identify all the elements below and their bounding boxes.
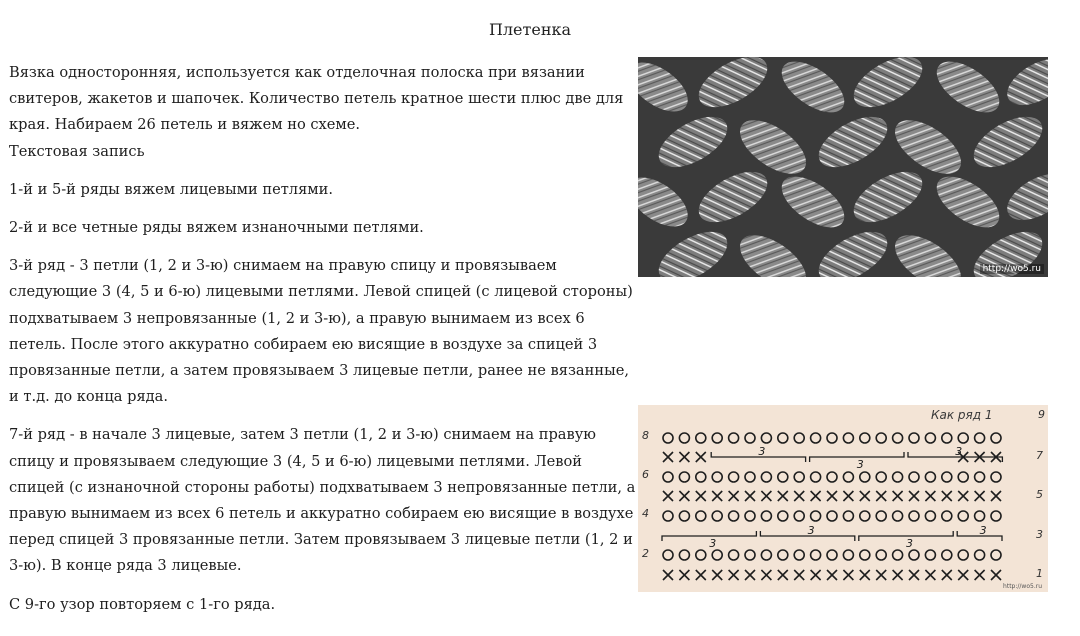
knit-stitch-symbol xyxy=(991,570,1001,580)
purl-stitch-symbol xyxy=(876,472,886,482)
purl-stitch-symbol xyxy=(958,472,968,482)
purl-stitch-symbol xyxy=(761,550,771,560)
knit-stitch-symbol xyxy=(827,491,837,501)
knit-stitch-symbol xyxy=(745,570,755,580)
scheme-caption: Как ряд 1 xyxy=(931,408,993,422)
purl-stitch-symbol xyxy=(696,511,706,521)
purl-stitch-symbol xyxy=(843,472,853,482)
knit-stitch-symbol xyxy=(811,570,821,580)
knit-stitch-symbol xyxy=(893,570,903,580)
purl-stitch-symbol xyxy=(942,550,952,560)
purl-stitch-symbol xyxy=(876,433,886,443)
purl-stitch-symbol xyxy=(942,433,952,443)
knit-stitch-symbol xyxy=(925,570,935,580)
purl-stitch-symbol xyxy=(679,472,689,482)
purl-stitch-symbol xyxy=(925,550,935,560)
knit-stitch-symbol xyxy=(843,570,853,580)
purl-stitch-symbol xyxy=(958,511,968,521)
knit-stitch-symbol xyxy=(811,491,821,501)
knit-stitch-symbol xyxy=(958,491,968,501)
purl-stitch-symbol xyxy=(811,472,821,482)
purl-stitch-symbol xyxy=(827,511,837,521)
knit-stitch-symbol xyxy=(794,491,804,501)
text-record-heading: Текстовая запись xyxy=(9,142,145,160)
purl-stitch-symbol xyxy=(843,511,853,521)
row-label-4: 4 xyxy=(642,507,649,520)
row-label-3: 3 xyxy=(1036,528,1043,541)
purl-stitch-symbol xyxy=(893,472,903,482)
cable-count-label: 3 xyxy=(856,458,864,471)
knit-stitch-symbol xyxy=(942,491,952,501)
scheme-watermark: http://wo5.ru xyxy=(1003,583,1042,590)
knit-stitch-symbol xyxy=(745,491,755,501)
purl-stitch-symbol xyxy=(942,511,952,521)
cable-count-label: 3 xyxy=(955,445,963,458)
purl-stitch-symbol xyxy=(794,511,804,521)
knit-stitch-symbol xyxy=(778,491,788,501)
knit-stitch-symbol xyxy=(712,570,722,580)
purl-stitch-symbol xyxy=(696,433,706,443)
knit-stitch-symbol xyxy=(761,570,771,580)
purl-stitch-symbol xyxy=(729,550,739,560)
purl-stitch-symbol xyxy=(860,550,870,560)
purl-stitch-symbol xyxy=(778,511,788,521)
article-text xyxy=(9,60,637,630)
knit-stitch-symbol xyxy=(909,491,919,501)
knit-stitch-symbol xyxy=(696,570,706,580)
row-7-paragraph: 7-й ряд - в начале 3 лицевые, затем 3 петли (1, 2 и 3-ю) снимаем на правую спицу и провязываем следующие 3 (4, 5 и 6-ю) лицевыми петлями. Левой спицей (с изнаночной стороны работы) подхватываем 3 непровязанные петли, а правую вынимаем из всех 6 петель и аккуратно собираем ею висящие в воздухе перед спицей 3 провязанные петли. Затем провязываем 3 лицевые петли (1, 2 и 3-ю). В конце ряда 3 лицевые. xyxy=(9,426,636,575)
purl-stitch-symbol xyxy=(991,472,1001,482)
knit-stitch-symbol xyxy=(958,570,968,580)
purl-stitch-symbol xyxy=(958,433,968,443)
intro-paragraph: Вязка односторонняя, используется как отделочная полоска при вязании свитеров, жакетов и шапочек. Количество петель кратное шести плюс две для края. Набираем 26 петель и вяжем но схеме. xyxy=(9,64,624,134)
purl-stitch-symbol xyxy=(729,511,739,521)
purl-stitch-symbol xyxy=(663,433,673,443)
purl-stitch-symbol xyxy=(794,550,804,560)
purl-stitch-symbol xyxy=(876,550,886,560)
purl-stitch-symbol xyxy=(876,511,886,521)
purl-stitch-symbol xyxy=(811,550,821,560)
knit-stitch-symbol xyxy=(893,491,903,501)
purl-stitch-symbol xyxy=(761,511,771,521)
purl-stitch-symbol xyxy=(909,472,919,482)
knit-stitch-symbol xyxy=(679,491,689,501)
knit-stitch-symbol xyxy=(975,491,985,501)
cable-count-label: 3 xyxy=(709,537,717,550)
purl-stitch-symbol xyxy=(991,511,1001,521)
purl-stitch-symbol xyxy=(827,433,837,443)
purl-stitch-symbol xyxy=(925,511,935,521)
purl-stitch-symbol xyxy=(663,472,673,482)
purl-stitch-symbol xyxy=(860,433,870,443)
purl-stitch-symbol xyxy=(975,472,985,482)
purl-stitch-symbol xyxy=(794,472,804,482)
cable-count-label: 3 xyxy=(807,524,815,537)
purl-stitch-symbol xyxy=(843,433,853,443)
purl-stitch-symbol xyxy=(827,550,837,560)
knit-stitch-symbol xyxy=(778,570,788,580)
row-label-1: 1 xyxy=(1036,567,1043,580)
purl-stitch-symbol xyxy=(712,511,722,521)
purl-stitch-symbol xyxy=(794,433,804,443)
purl-stitch-symbol xyxy=(778,550,788,560)
cable-count-label: 3 xyxy=(906,537,913,550)
purl-stitch-symbol xyxy=(843,550,853,560)
purl-stitch-symbol xyxy=(679,511,689,521)
knit-stitch-symbol xyxy=(663,452,673,462)
purl-stitch-symbol xyxy=(696,550,706,560)
purl-stitch-symbol xyxy=(745,550,755,560)
purl-stitch-symbol xyxy=(745,472,755,482)
purl-stitch-symbol xyxy=(893,433,903,443)
purl-stitch-symbol xyxy=(712,550,722,560)
knit-stitch-symbol xyxy=(925,491,935,501)
purl-stitch-symbol xyxy=(745,511,755,521)
knit-stitch-symbol xyxy=(761,491,771,501)
knit-stitch-symbol xyxy=(942,570,952,580)
purl-stitch-symbol xyxy=(942,472,952,482)
knit-stitch-symbol xyxy=(663,491,673,501)
purl-stitch-symbol xyxy=(991,550,1001,560)
purl-stitch-symbol xyxy=(761,472,771,482)
purl-stitch-symbol xyxy=(860,472,870,482)
knit-stitch-symbol xyxy=(712,491,722,501)
cable-count-label: 3 xyxy=(979,524,987,537)
page-title: Плетенка xyxy=(488,20,572,39)
row-label-5: 5 xyxy=(1036,488,1043,501)
purl-stitch-symbol xyxy=(778,472,788,482)
purl-stitch-symbol xyxy=(893,511,903,521)
purl-stitch-symbol xyxy=(761,433,771,443)
repeat-paragraph: С 9-го узор повторяем с 1-го ряда. xyxy=(9,595,276,613)
knit-stitch-symbol xyxy=(876,570,886,580)
knit-stitch-symbol xyxy=(827,570,837,580)
knit-stitch-symbol xyxy=(729,570,739,580)
purl-stitch-symbol xyxy=(991,433,1001,443)
purl-stitch-symbol xyxy=(811,433,821,443)
row-label-6: 6 xyxy=(642,468,649,481)
purl-stitch-symbol xyxy=(860,511,870,521)
knit-stitch-symbol xyxy=(860,491,870,501)
even-rows-paragraph: 2-й и все четные ряды вяжем изнаночными петлями. xyxy=(9,219,424,237)
row-label-9: 9 xyxy=(1038,408,1045,421)
purl-stitch-symbol xyxy=(729,433,739,443)
purl-stitch-symbol xyxy=(745,433,755,443)
scheme-grid xyxy=(638,405,1048,592)
knit-stitch-symbol xyxy=(909,570,919,580)
photo-watermark: http://wo5.ru xyxy=(980,264,1044,274)
purl-stitch-symbol xyxy=(811,511,821,521)
knit-stitch-symbol xyxy=(843,491,853,501)
purl-stitch-symbol xyxy=(975,511,985,521)
purl-stitch-symbol xyxy=(712,472,722,482)
rows-1-5-paragraph: 1-й и 5-й ряды вяжем лицевыми петлями. xyxy=(9,180,333,198)
purl-stitch-symbol xyxy=(909,550,919,560)
cable-count-label: 3 xyxy=(758,445,766,458)
purl-stitch-symbol xyxy=(827,472,837,482)
purl-stitch-symbol xyxy=(909,433,919,443)
purl-stitch-symbol xyxy=(679,433,689,443)
row-3-paragraph: 3-й ряд - 3 петли (1, 2 и 3-ю) снимаем на правую спицу и провязываем следующие 3 (4, 5 и 6-ю) лицевыми петлями. Левой спицей (с лицевой стороны) подхватываем 3 непровязанные (1, 2 и 3-ю), а правую вынимаем из всех 6 петель. После этого аккуратно собираем ею висящие в воздухе за спицей 3 провязанные петли, а затем провязываем 3 лицевые петли, ранее не вязанные, и т.д. до конца ряда. xyxy=(9,257,633,406)
knit-stitch-symbol xyxy=(860,570,870,580)
braid-texture-illustration xyxy=(638,57,1048,277)
row-label-7: 7 xyxy=(1036,449,1043,462)
purl-stitch-symbol xyxy=(679,550,689,560)
purl-stitch-symbol xyxy=(663,550,673,560)
purl-stitch-symbol xyxy=(729,472,739,482)
knit-stitch-symbol xyxy=(729,491,739,501)
purl-stitch-symbol xyxy=(893,550,903,560)
knit-stitch-symbol xyxy=(876,491,886,501)
knit-stitch-symbol xyxy=(794,570,804,580)
knit-stitch-symbol xyxy=(679,452,689,462)
knitting-scheme xyxy=(638,405,1048,592)
purl-stitch-symbol xyxy=(696,472,706,482)
knit-stitch-symbol xyxy=(663,570,673,580)
purl-stitch-symbol xyxy=(778,433,788,443)
purl-stitch-symbol xyxy=(663,511,673,521)
knit-stitch-symbol xyxy=(696,452,706,462)
purl-stitch-symbol xyxy=(925,472,935,482)
knit-stitch-symbol xyxy=(696,491,706,501)
row-label-2: 2 xyxy=(642,547,649,560)
knit-stitch-symbol xyxy=(679,570,689,580)
braid-photo xyxy=(638,57,1048,277)
purl-stitch-symbol xyxy=(958,550,968,560)
purl-stitch-symbol xyxy=(712,433,722,443)
knit-stitch-symbol xyxy=(975,570,985,580)
purl-stitch-symbol xyxy=(975,550,985,560)
row-label-8: 8 xyxy=(642,429,649,442)
purl-stitch-symbol xyxy=(925,433,935,443)
knit-stitch-symbol xyxy=(991,491,1001,501)
purl-stitch-symbol xyxy=(909,511,919,521)
purl-stitch-symbol xyxy=(975,433,985,443)
